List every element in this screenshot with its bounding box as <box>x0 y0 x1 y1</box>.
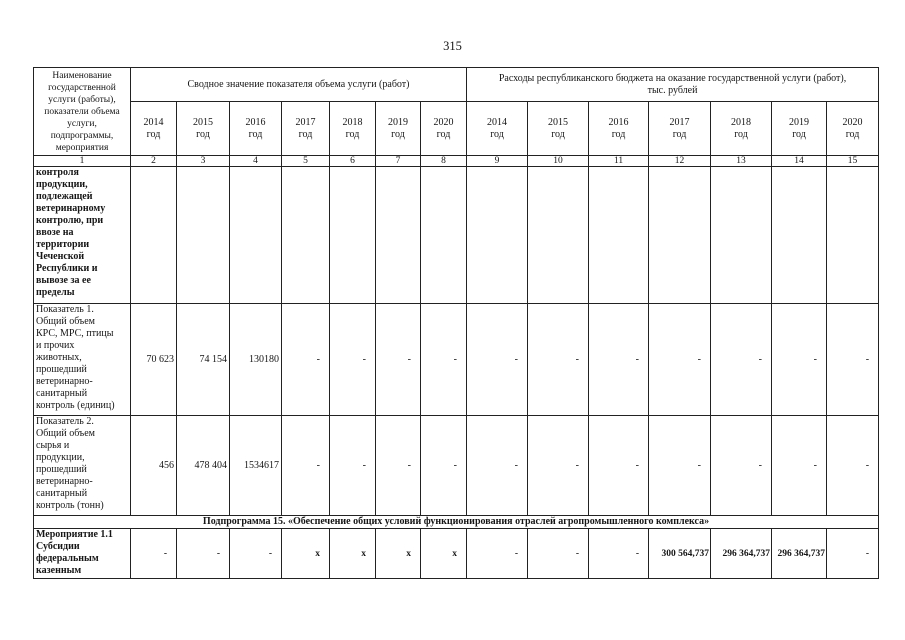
empty-cell <box>421 167 467 304</box>
year-unit: год <box>551 128 565 140</box>
year-value: 2014 <box>143 116 164 128</box>
value-cell: - <box>772 416 827 516</box>
value-cell: 74 154 <box>177 304 230 416</box>
column-number: 5 <box>282 156 330 167</box>
expenses-year-header <box>528 102 589 156</box>
value-cell: 300 564,737 <box>649 529 711 579</box>
year-value: 2017 <box>295 116 316 128</box>
expenses-year-header <box>711 102 772 156</box>
year-unit: год <box>792 128 806 140</box>
empty-cell <box>528 167 589 304</box>
column-number: 4 <box>230 156 282 167</box>
empty-cell <box>177 167 230 304</box>
year-unit: год <box>436 128 451 140</box>
year-value: 2020 <box>842 116 863 128</box>
table-row <box>34 167 879 304</box>
value-cell: x <box>421 529 467 579</box>
value-cell: - <box>131 529 177 579</box>
value-cell: - <box>711 304 772 416</box>
volume-year-header <box>131 102 177 156</box>
value-cell: x <box>330 529 376 579</box>
volume-year-header <box>177 102 230 156</box>
row-name: Показатель 1. Общий объем КРС, МРС, птицы и прочих животных, прошедший ветеринарно- санитарный контроль (единиц) <box>34 304 131 416</box>
value-cell: - <box>376 416 421 516</box>
year-value: 2019 <box>789 116 810 128</box>
value-cell: - <box>827 416 879 516</box>
column-number: 9 <box>467 156 528 167</box>
value-cell: - <box>177 529 230 579</box>
expenses-year-header <box>772 102 827 156</box>
value-cell: - <box>467 416 528 516</box>
header-row-groups <box>34 68 879 102</box>
value-cell: x <box>376 529 421 579</box>
volume-year-header <box>282 102 330 156</box>
budget-table <box>33 67 879 579</box>
value-cell: - <box>528 416 589 516</box>
volume-year-header <box>376 102 421 156</box>
value-cell: - <box>528 304 589 416</box>
empty-cell <box>131 167 177 304</box>
volume-year-header <box>230 102 282 156</box>
table-row <box>34 304 879 416</box>
year-unit: год <box>248 128 263 140</box>
column-number: 1 <box>34 156 131 167</box>
year-value: 2017 <box>669 116 690 128</box>
empty-cell <box>282 167 330 304</box>
year-value: 2018 <box>342 116 363 128</box>
year-unit: год <box>345 128 360 140</box>
value-cell: - <box>649 304 711 416</box>
year-unit: год <box>611 128 626 140</box>
value-cell: - <box>528 529 589 579</box>
value-cell: x <box>282 529 330 579</box>
value-cell: 1534617 <box>230 416 282 516</box>
value-cell: 478 404 <box>177 416 230 516</box>
value-cell: - <box>772 304 827 416</box>
expenses-year-header <box>589 102 649 156</box>
year-unit: год <box>490 128 504 140</box>
subprogram-row <box>34 516 879 529</box>
year-value: 2018 <box>731 116 752 128</box>
column-number: 2 <box>131 156 177 167</box>
year-value: 2020 <box>433 116 454 128</box>
value-cell: - <box>282 304 330 416</box>
value-cell: 70 623 <box>131 304 177 416</box>
value-cell: - <box>330 304 376 416</box>
column-number: 11 <box>589 156 649 167</box>
empty-cell <box>330 167 376 304</box>
year-value: 2015 <box>548 116 569 128</box>
year-value: 2015 <box>193 116 213 128</box>
year-unit: год <box>391 128 405 140</box>
value-cell: - <box>376 304 421 416</box>
column-number: 13 <box>711 156 772 167</box>
value-cell: - <box>589 529 649 579</box>
column-number: 3 <box>177 156 230 167</box>
value-cell: 296 364,737 <box>772 529 827 579</box>
year-unit: год <box>672 128 687 140</box>
header-row-years <box>34 102 879 156</box>
year-unit: год <box>146 128 161 140</box>
column-number: 6 <box>330 156 376 167</box>
value-cell: - <box>421 304 467 416</box>
value-cell: 456 <box>131 416 177 516</box>
expenses-year-header <box>649 102 711 156</box>
value-cell: 296 364,737 <box>711 529 772 579</box>
volume-year-header <box>421 102 467 156</box>
column-number: 12 <box>649 156 711 167</box>
column-number: 8 <box>421 156 467 167</box>
column-number-row <box>34 156 879 167</box>
value-cell: - <box>649 416 711 516</box>
volume-year-header <box>330 102 376 156</box>
year-value: 2016 <box>608 116 629 128</box>
page-number: 315 <box>443 39 462 53</box>
value-cell: - <box>589 416 649 516</box>
value-cell: - <box>827 529 879 579</box>
empty-cell <box>589 167 649 304</box>
year-value: 2019 <box>388 116 408 128</box>
value-cell: - <box>467 304 528 416</box>
column-number: 14 <box>772 156 827 167</box>
column-number: 10 <box>528 156 589 167</box>
year-unit: год <box>196 128 210 140</box>
empty-cell <box>467 167 528 304</box>
empty-cell <box>376 167 421 304</box>
value-cell: 130180 <box>230 304 282 416</box>
subprogram-title: Подпрограмма 15. «Обеспечение общих условий функционирования отраслей агропромышленного комплекса» <box>34 516 879 529</box>
expenses-year-header <box>467 102 528 156</box>
value-cell: - <box>589 304 649 416</box>
year-unit: год <box>298 128 313 140</box>
year-unit: год <box>734 128 748 140</box>
value-cell: - <box>467 529 528 579</box>
empty-cell <box>772 167 827 304</box>
volume-group-header: Сводное значение показателя объема услуги (работ) <box>131 68 467 102</box>
empty-cell <box>711 167 772 304</box>
column-number: 7 <box>376 156 421 167</box>
table-row <box>34 416 879 516</box>
name-column-header: Наименование государственной услуги (работы), показатели объема услуги, подпрограммы, мероприятия <box>34 68 131 156</box>
row-name: Мероприятие 1.1 Субсидии федеральным казенным <box>34 529 131 579</box>
year-value: 2014 <box>487 116 508 128</box>
year-value: 2016 <box>245 116 266 128</box>
value-cell: - <box>711 416 772 516</box>
empty-cell <box>827 167 879 304</box>
value-cell: - <box>282 416 330 516</box>
row-name: контроля продукции, подлежащей ветеринарному контролю, при ввозе на территории Чеченской Республики и вывозе за ее пределы <box>34 167 131 304</box>
empty-cell <box>649 167 711 304</box>
value-cell: - <box>230 529 282 579</box>
empty-cell <box>230 167 282 304</box>
value-cell: - <box>330 416 376 516</box>
value-cell: - <box>827 304 879 416</box>
value-cell: - <box>421 416 467 516</box>
column-number: 15 <box>827 156 879 167</box>
row-name: Показатель 2. Общий объем сырья и продукции, прошедший ветеринарно- санитарный контроль (тонн) <box>34 416 131 516</box>
expenses-group-header: Расходы республиканского бюджета на оказание государственной услуги (работ), тыс. рублей <box>467 68 879 102</box>
expenses-year-header <box>827 102 879 156</box>
year-unit: год <box>845 128 860 140</box>
table-row <box>34 529 879 579</box>
